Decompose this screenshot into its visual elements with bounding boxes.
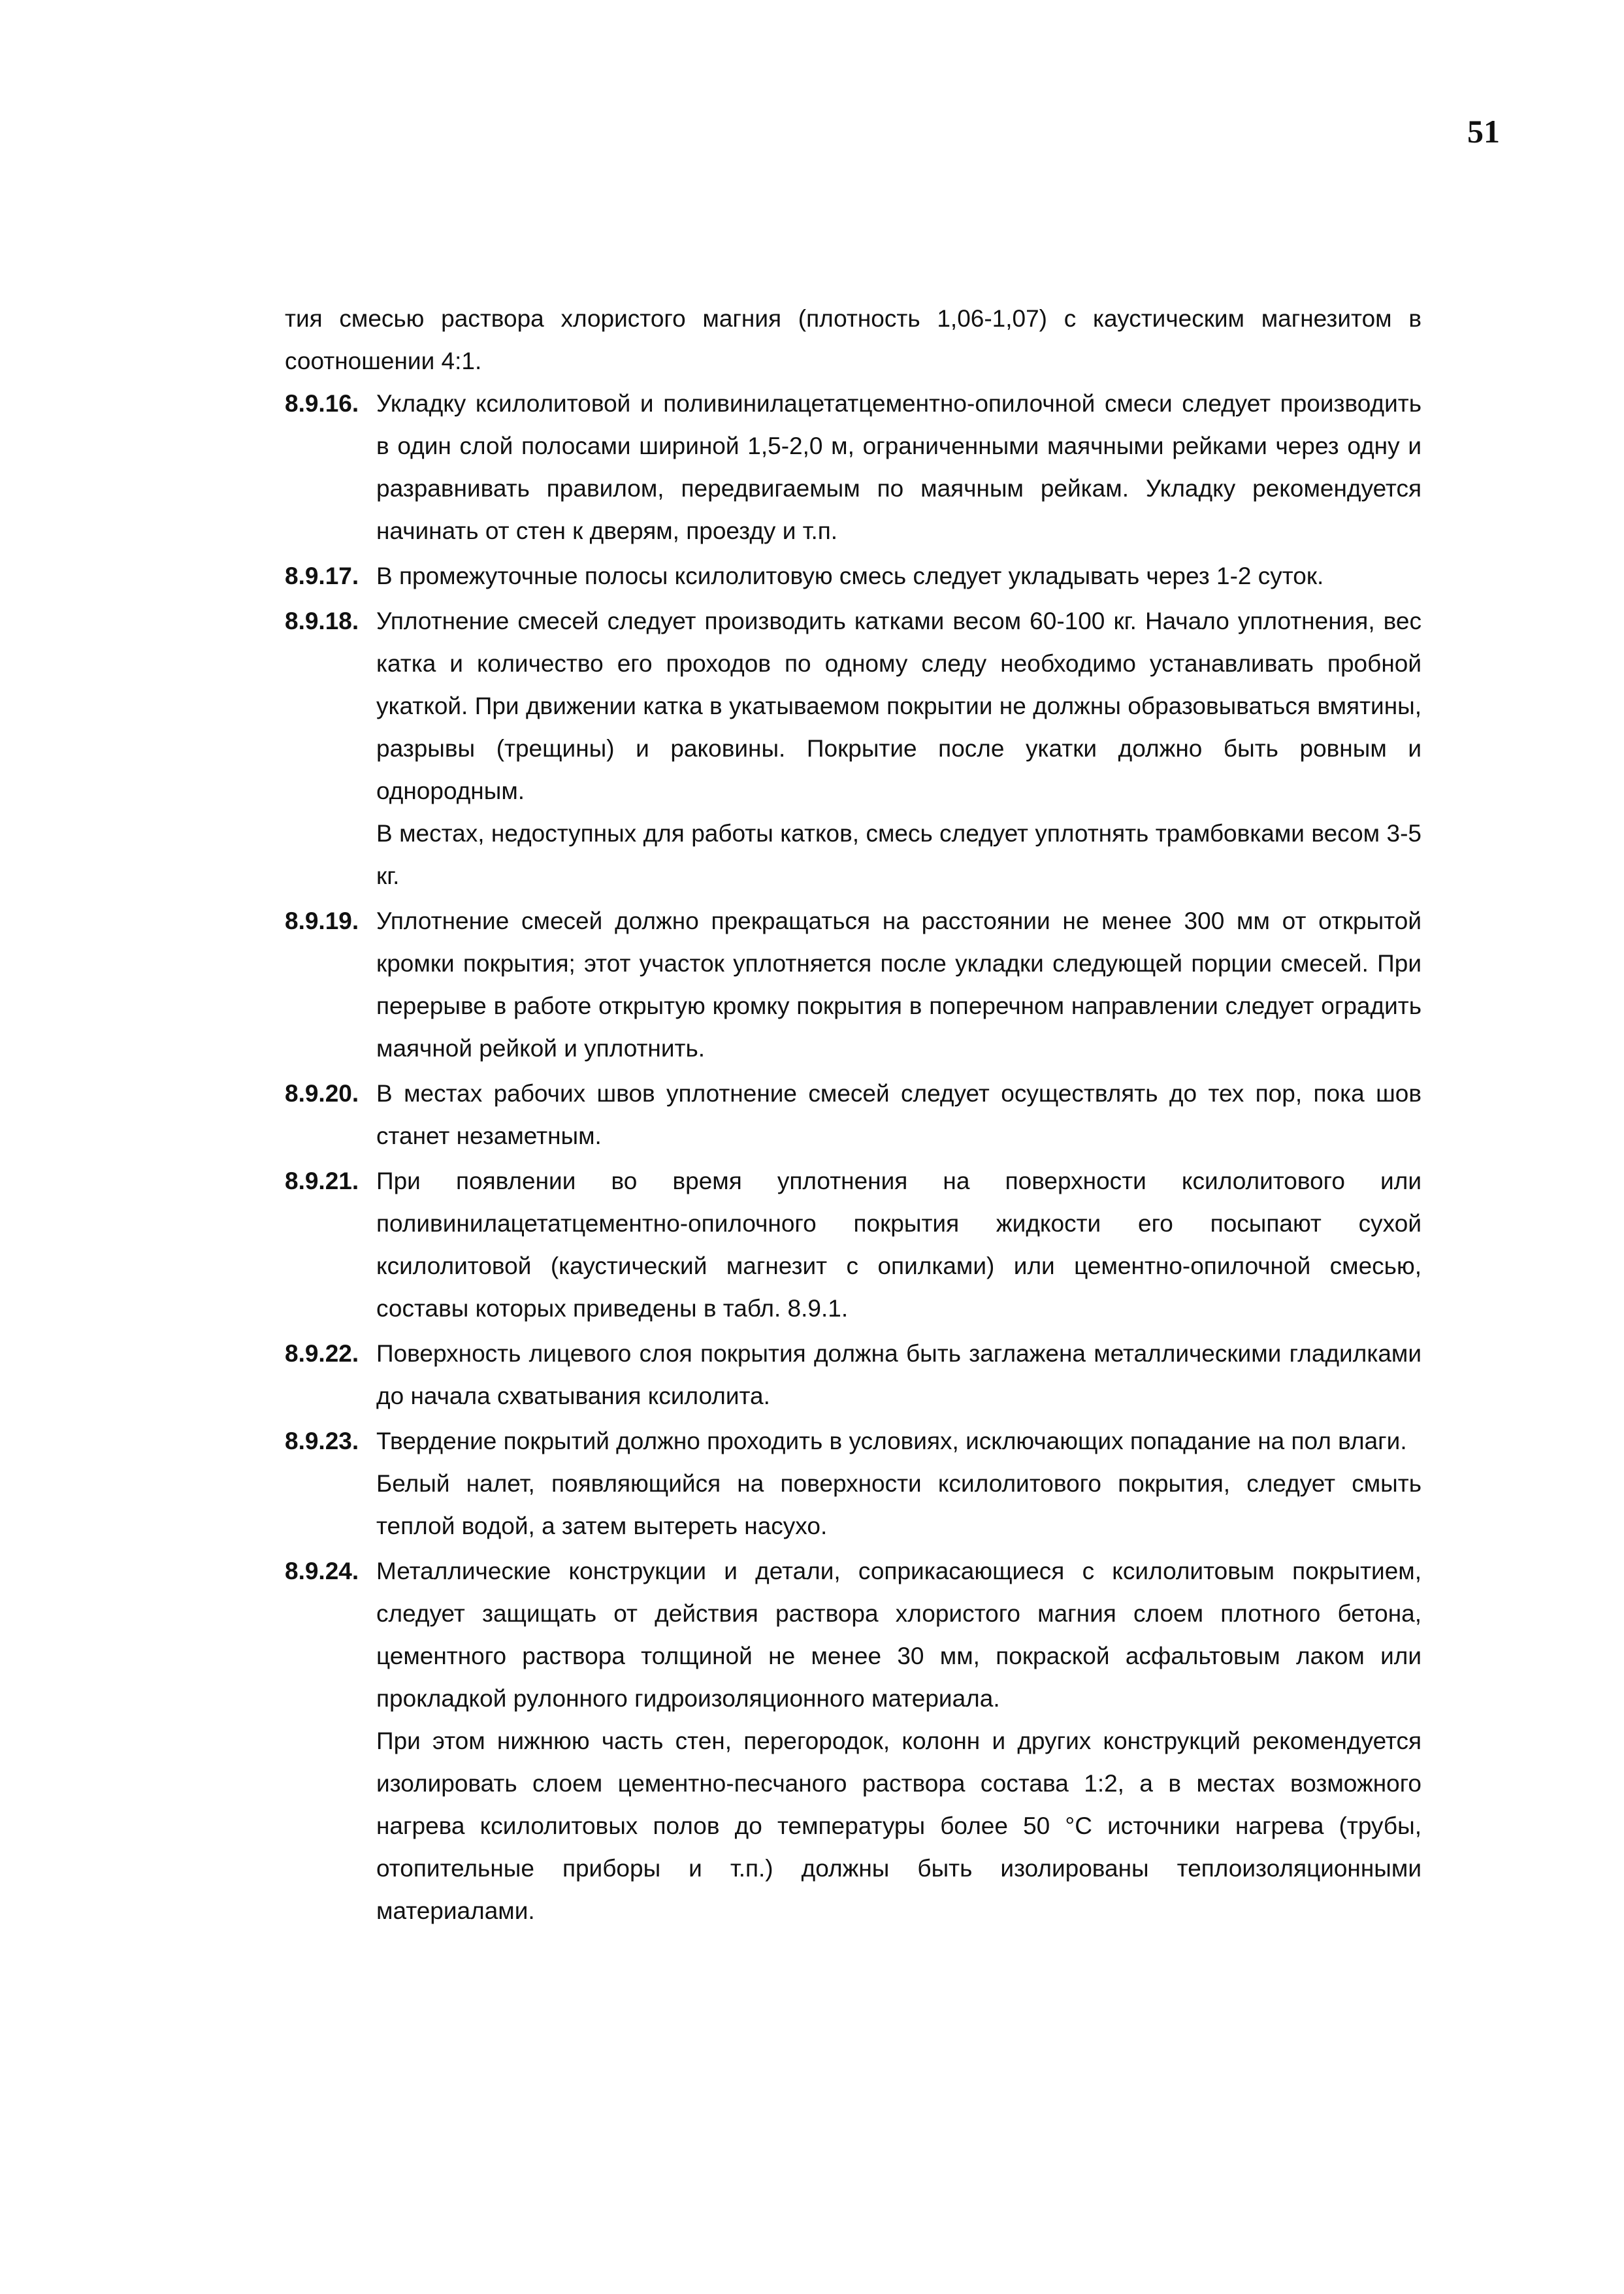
clause-number: 8.9.18. — [285, 608, 359, 634]
clause-paragraph: Уплотнение смесей должно прекращаться на расстоянии не менее 300 мм от открытой кромки покрытия; этот участок уплотняется после укладки следующей порции смесей. При перерыве в работе открытую кромку покрытия в поперечном направлении следует оградить маячной рейкой и уплотнить. — [376, 908, 1421, 1062]
clause-8-9-18 — [285, 600, 1421, 897]
clause-paragraph: Твердение покрытий должно проходить в условиях, исключающих попадание на пол влаги. — [376, 1428, 1407, 1454]
clause-paragraph: В местах, недоступных для работы катков, смесь следует уплотнять трамбовками весом 3-5 кг. — [376, 820, 1421, 889]
clause-paragraph: При этом нижнюю часть стен, перегородок, колонн и других конструкций рекомендуется изолировать слоем цементно-песчаного раствора состава 1:2, а в местах возможного нагрева ксилолитовых полов до температуры более 50 °С источники нагрева (трубы, отопительные приборы и т.п.) должны быть изолированы теплоизоляционными материалами. — [376, 1728, 1421, 1924]
page-number: 51 — [1467, 113, 1500, 150]
clause-number: 8.9.23. — [285, 1428, 359, 1454]
clause-number: 8.9.24. — [285, 1558, 359, 1584]
clause-number: 8.9.22. — [285, 1340, 359, 1367]
clause-8-9-23 — [285, 1420, 1421, 1547]
clause-paragraph: Укладку ксилолитовой и поливинилацетатцементно-опилочной смеси следует производить в один слой полосами шириной 1,5-2,0 м, ограниченными маячными рейками через одну и разравнивать правилом, передвигаемым по маячным рейкам. Укладку рекомендуется начинать от стен к дверям, проезду и т.п. — [376, 390, 1421, 544]
clause-8-9-22 — [285, 1332, 1421, 1417]
clause-8-9-20 — [285, 1072, 1421, 1157]
clause-number: 8.9.20. — [285, 1080, 359, 1107]
clause-paragraph: Белый налет, появляющийся на поверхности ксилолитового покрытия, следует смыть теплой водой, а затем вытереть насухо. — [376, 1470, 1421, 1539]
clause-paragraph: При появлении во время уплотнения на поверхности ксилолитового или поливинилацетатцементно-опилочного покрытия жидкости его посыпают сухой ксилолитовой (каустический магнезит с опилками) или цементно-опилочной смесью, составы которых приведены в табл. 8.9.1. — [376, 1168, 1421, 1322]
clause-8-9-24 — [285, 1550, 1421, 1932]
document-body — [285, 297, 1421, 1935]
clause-number: 8.9.16. — [285, 390, 359, 417]
clause-paragraph: В местах рабочих швов уплотнение смесей следует осуществлять до тех пор, пока шов станет незаметным. — [376, 1080, 1421, 1149]
clause-number: 8.9.19. — [285, 908, 359, 934]
intro-paragraph: тия смесью раствора хлористого магния (плотность 1,06-1,07) с каустическим магнезитом в соотношении 4:1. — [285, 305, 1421, 374]
clause-number: 8.9.21. — [285, 1168, 359, 1194]
clause-8-9-16 — [285, 382, 1421, 552]
clause-8-9-19 — [285, 900, 1421, 1070]
clause-8-9-17 — [285, 555, 1421, 597]
clause-paragraph: Металлические конструкции и детали, соприкасающиеся с ксилолитовым покрытием, следует защищать от действия раствора хлористого магния слоем плотного бетона, цементного раствора толщиной не менее 30 мм, покраской асфальтовым лаком или прокладкой рулонного гидроизоляционного материала. — [376, 1558, 1421, 1712]
clause-8-9-21 — [285, 1160, 1421, 1330]
clause-paragraph: В промежуточные полосы ксилолитовую смесь следует укладывать через 1-2 суток. — [376, 563, 1324, 589]
clause-paragraph: Уплотнение смесей следует производить катками весом 60-100 кг. Начало уплотнения, вес катка и количество его проходов по одному следу необходимо устанавливать пробной укаткой. При движении катка в укатываемом покрытии не должны образовываться вмятины, разрывы (трещины) и раковины. Покрытие после укатки должно быть ровным и однородным. — [376, 608, 1421, 804]
clause-paragraph: Поверхность лицевого слоя покрытия должна быть заглажена металлическими гладилками до начала схватывания ксилолита. — [376, 1340, 1421, 1409]
clause-number: 8.9.17. — [285, 563, 359, 589]
